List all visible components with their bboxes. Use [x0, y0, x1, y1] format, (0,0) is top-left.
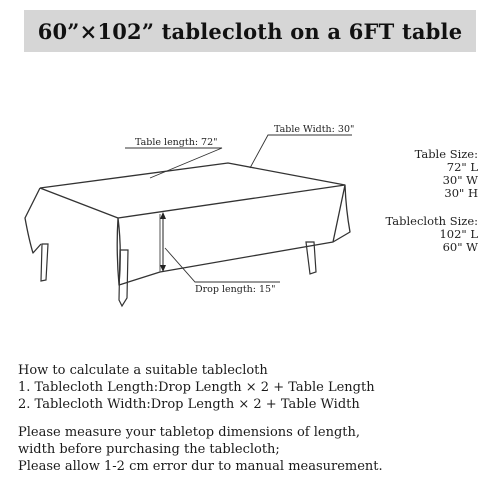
- instruction-step-2: 2. Tablecloth Width:Drop Length × 2 + Table Width: [18, 397, 360, 412]
- table-size-length: 72" L: [446, 160, 478, 174]
- tablecloth-size-width: 60" W: [442, 240, 478, 254]
- table-size-height: 30" H: [444, 186, 478, 200]
- table-leg-left: [41, 244, 48, 281]
- note-line-2: width before purchasing the tablecloth;: [18, 442, 280, 457]
- drop-length-label: Drop length: 15": [195, 284, 276, 295]
- table-length-callout: [125, 148, 222, 178]
- page-title: 60”×102” tablecloth on a 6FT table: [37, 18, 463, 44]
- tablecloth-size-block: [386, 215, 479, 254]
- table-size-width: 30" W: [442, 173, 478, 187]
- instructions: [18, 362, 488, 475]
- instructions-heading: How to calculate a suitable tablecloth: [18, 363, 268, 378]
- table-width-label: Table Width: 30": [274, 124, 355, 135]
- table-length-label: Table length: 72": [135, 137, 218, 148]
- tablecloth-front-edge: [118, 185, 345, 218]
- table-size-heading: Table Size:: [414, 147, 478, 161]
- instruction-step-1: 1. Tablecloth Length:Drop Length × 2 + Table Length: [18, 380, 375, 395]
- table-size-block: [415, 148, 478, 200]
- tablecloth-size-length: 102" L: [439, 227, 478, 241]
- tablecloth-size-heading: Tablecloth Size:: [385, 214, 478, 228]
- drop-length-callout: [165, 248, 280, 282]
- tablecloth-outline: [25, 163, 350, 285]
- note-line-1: Please measure your tabletop dimensions of length,: [18, 425, 360, 440]
- table-width-callout: [250, 135, 352, 168]
- note-line-3: Please allow 1-2 cm error dur to manual measurement.: [18, 459, 383, 474]
